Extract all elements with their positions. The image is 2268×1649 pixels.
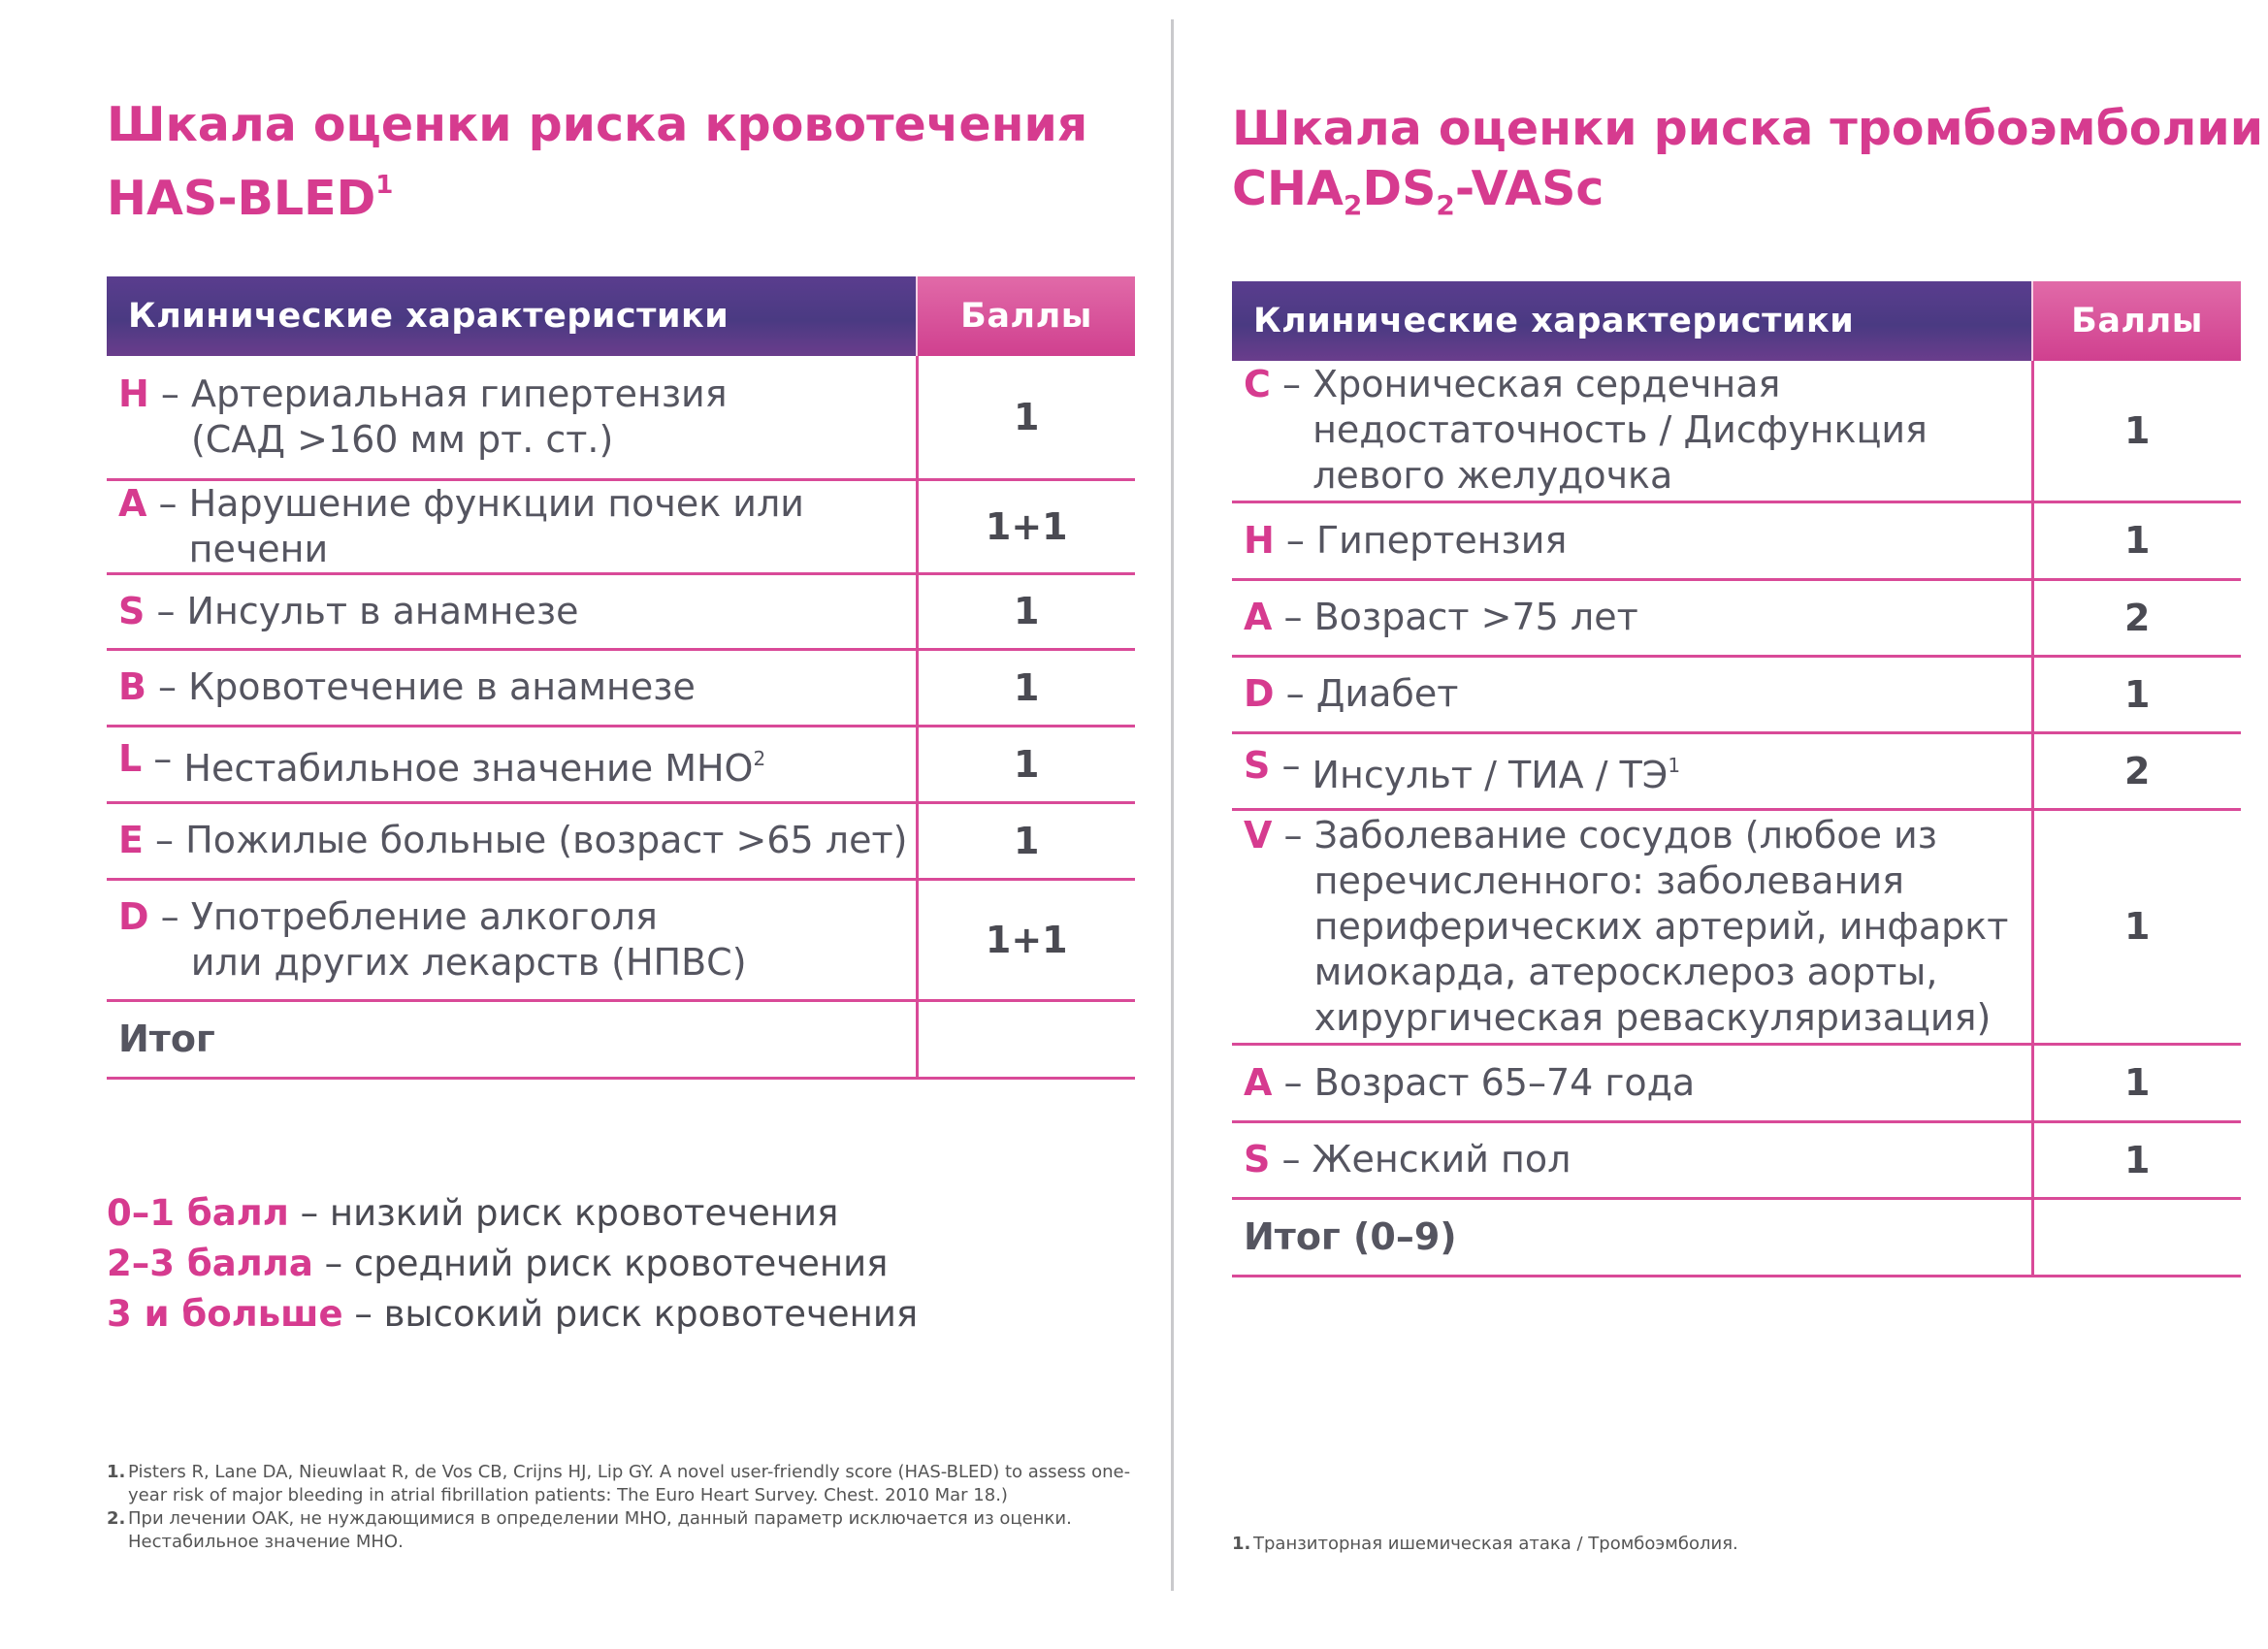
row-characteristic: E – Пожилые больные (возраст >65 лет) (107, 802, 917, 879)
table-row-a2 (1232, 1044, 2241, 1121)
row-text: миокарда, атеросклероз аорты, (1313, 950, 1938, 993)
has-bled-footnotes (107, 1461, 1135, 1554)
row-characteristic: D – Употребление алкоголя или других лекарств (НПВС) (107, 879, 917, 1000)
cha2ds2-vasc-title (1232, 99, 2263, 236)
row-letter: B (118, 665, 146, 708)
row-characteristic: S – Инсульт / ТИА / $ТЭ^1$ (1232, 732, 2032, 809)
row-score: 1+1 (917, 879, 1135, 1000)
table-row-a (107, 479, 1135, 573)
header-score: Баллы (917, 276, 1135, 356)
row-characteristic: A – Возраст >75 лет (1232, 579, 2032, 656)
row-letter: A (118, 481, 147, 525)
table-row-b (107, 649, 1135, 726)
row-letter: S (118, 589, 146, 632)
row-letter: S (1244, 744, 1271, 787)
risk-legend (107, 1188, 918, 1340)
total-score (917, 1000, 1135, 1078)
row-text: Кровотечение в анамнезе (188, 665, 696, 708)
row-letter: D (1244, 672, 1275, 715)
row-text: Возраст >75 лет (1313, 596, 1638, 638)
row-score: 1 (2032, 361, 2241, 501)
table-row-total (107, 1000, 1135, 1078)
row-letter: V (1244, 813, 1273, 857)
row-text: Нарушение функции почек или печени (188, 481, 804, 570)
row-text: периферических артерий, инфаркт (1313, 904, 2009, 948)
footnote-ref: 1 (1668, 754, 1681, 777)
table-row-v (1232, 809, 2241, 1044)
row-score: 1 (2032, 1044, 2241, 1121)
row-characteristic: S – Инсульт в анамнезе (107, 573, 917, 649)
footnote-ref: 2 (753, 747, 766, 770)
table-header (107, 276, 1135, 356)
row-letter: E (118, 819, 144, 861)
row-text: недостаточность / Дисфункция (1312, 408, 1928, 452)
cha2ds2-vasc-table (1232, 281, 2241, 1277)
title-line-1: Шкала оценки риска кровотечения (107, 97, 1088, 152)
cha2ds2-vasc-footnotes (1232, 1533, 2105, 1556)
legend-item: 3 и больше – высокий риск кровотечения (107, 1293, 919, 1335)
row-text: Употребление алкоголя (190, 894, 658, 938)
legend-item: 0–1 балл – низкий риск кровотечения (107, 1192, 839, 1234)
row-characteristic: C – Хроническая сердечная недостаточность / Дисфункция левого желудочка (1232, 361, 2032, 501)
row-letter: C (1244, 363, 1271, 406)
table-row-c (1232, 361, 2241, 501)
row-characteristic: D – Диабет (1232, 656, 2032, 732)
row-characteristic: B – Кровотечение в анамнезе (107, 649, 917, 726)
header-score: Баллы (2032, 281, 2241, 361)
total-label: Итог (0–9) (1232, 1198, 2032, 1276)
has-bled-table (107, 276, 1135, 1080)
row-text: Инсульт в анамнезе (186, 589, 579, 632)
row-letter: H (1244, 518, 1275, 562)
row-text: Женский пол (1312, 1138, 1571, 1180)
row-characteristic: S – Женский пол (1232, 1121, 2032, 1198)
table-row-s (1232, 732, 2241, 809)
header-characteristics: Клинические характеристики (1232, 281, 2032, 361)
row-letter: L (118, 737, 143, 780)
row-characteristic: V – Заболевание сосудов (любое из перечисленного: заболевания периферических артерий, инфаркт миокарда, атеросклероз аорты, хирургическая реваскуляризация) (1232, 809, 2032, 1044)
row-characteristic: H – Артериальная гипертензия (САД >160 мм рт. ст.) (107, 356, 917, 479)
table-row-d (107, 879, 1135, 1000)
row-text: хирургическая реваскуляризация) (1313, 995, 1992, 1039)
footnote: 2. При лечении OAK, не нуждающимися в определении МНО, данный параметр исключается из оценки. Нестабильное значение МНО. (107, 1508, 1072, 1552)
row-characteristic: A – Возраст 65–74 года (1232, 1044, 2032, 1121)
row-text: Гипертензия (1315, 518, 1568, 562)
row-text: Артериальная гипертензия (190, 372, 728, 415)
row-score: 1 (2032, 656, 2241, 732)
table-row-e (107, 802, 1135, 879)
table-row-s (107, 573, 1135, 649)
row-score: 1 (917, 649, 1135, 726)
row-text: левого желудочка (1312, 454, 1673, 498)
row-score: 2 (2032, 732, 2241, 809)
row-characteristic: L – Нестабильное значение МНО$^2$ (107, 726, 917, 802)
row-characteristic: H – Гипертензия (1232, 501, 2032, 579)
footnote: 1. Pisters R, Lane DA, Nieuwlaat R, de Vos CB, Crijns HJ, Lip GY. A novel user-friendly score (HAS-BLED) to assess one-year risk of major bleeding in atrial fibrillation patients: The Euro Heart Survey. Chest. 2010 Mar 18.) (107, 1462, 1131, 1505)
row-score: 1 (917, 356, 1135, 479)
row-letter: D (118, 894, 149, 938)
header-characteristics: Клинические характеристики (107, 276, 917, 356)
table-row-l (107, 726, 1135, 802)
table-row-a (1232, 579, 2241, 656)
row-text: Хроническая сердечная (1312, 363, 1781, 406)
row-text: (САД >160 мм рт. ст.) (190, 417, 614, 461)
total-label: Итог (107, 1000, 917, 1078)
footnote: 1. Транзиторная ишемическая атака / Тромбоэмболия. (1232, 1534, 1738, 1554)
legend-item: 2–3 балла – средний риск кровотечения (107, 1243, 889, 1284)
table-row-d (1232, 656, 2241, 732)
page-fold (1171, 19, 1174, 1591)
row-score: 1 (917, 726, 1135, 802)
row-text: Инсульт / ТИА / ТЭ (1312, 754, 1669, 796)
row-text: перечисленного: заболевания (1313, 858, 1904, 902)
has-bled-title (107, 95, 1087, 229)
title-footnote-ref: 1 (375, 171, 394, 200)
row-text: или других лекарств (НПВС) (190, 940, 747, 984)
table-row-s2 (1232, 1121, 2241, 1198)
row-text: Заболевание сосудов (любое из (1313, 813, 1937, 857)
row-letter: H (118, 372, 149, 415)
row-text: Пожилые больные (возраст >65 лет) (185, 819, 908, 861)
row-letter: A (1244, 1060, 1273, 1104)
row-score: 1+1 (917, 479, 1135, 573)
title-line-1: Шкала оценки риска тромбоэмболии (1232, 101, 2264, 156)
row-letter: A (1244, 596, 1273, 638)
row-text: Возраст 65–74 года (1313, 1060, 1696, 1104)
table-row-h (1232, 501, 2241, 579)
row-score: 1 (2032, 809, 2241, 1044)
row-score: 1 (917, 573, 1135, 649)
row-score: 1 (2032, 1121, 2241, 1198)
row-text: Нестабильное значение МНО (183, 747, 754, 790)
total-score (2032, 1198, 2241, 1276)
table-row-total (1232, 1198, 2241, 1276)
row-score: 1 (2032, 501, 2241, 579)
row-characteristic: A – Нарушение функции почек или печени (107, 479, 917, 573)
table-header (1232, 281, 2241, 361)
row-score: 1 (917, 802, 1135, 879)
title-line-2: HAS-BLED (107, 171, 376, 226)
title-line-2: $CHA_2DS_2$-VASc (1232, 161, 1604, 221)
table-row-h (107, 356, 1135, 479)
row-score: 2 (2032, 579, 2241, 656)
row-text: Диабет (1315, 672, 1459, 715)
row-letter: S (1244, 1138, 1271, 1180)
